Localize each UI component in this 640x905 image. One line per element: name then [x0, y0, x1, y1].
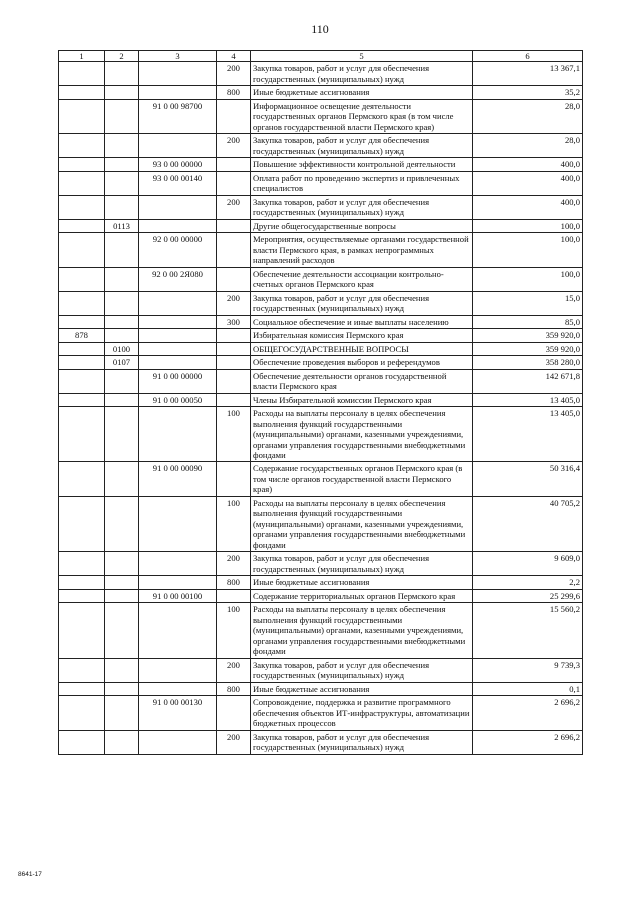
- admin-code-cell: 878: [59, 329, 105, 342]
- target-article-cell: [139, 603, 217, 658]
- expense-type-cell: [217, 233, 251, 267]
- column-header: 4: [217, 51, 251, 62]
- name-cell: Обеспечение деятельности ассоциации контрольно-счетных органов Пермского края: [251, 267, 473, 291]
- table-row: [59, 658, 583, 682]
- target-article-cell: [139, 329, 217, 342]
- admin-code-cell: [59, 603, 105, 658]
- admin-code-cell: [59, 407, 105, 462]
- name-cell: ОБЩЕГОСУДАРСТВЕННЫЕ ВОПРОСЫ: [251, 342, 473, 355]
- target-article-cell: [139, 658, 217, 682]
- admin-code-cell: [59, 134, 105, 158]
- section-code-cell: 0107: [105, 356, 139, 369]
- target-article-cell: 91 0 00 00090: [139, 462, 217, 496]
- admin-code-cell: [59, 369, 105, 393]
- expense-type-cell: 200: [217, 730, 251, 754]
- section-code-cell: [105, 552, 139, 576]
- target-article-cell: 91 0 00 00130: [139, 696, 217, 730]
- section-code-cell: [105, 158, 139, 171]
- amount-cell: 400,0: [473, 195, 583, 219]
- table-row: [59, 291, 583, 315]
- table-row: [59, 158, 583, 171]
- table-row: [59, 407, 583, 462]
- target-article-cell: [139, 291, 217, 315]
- table-row: [59, 134, 583, 158]
- budget-table: [58, 50, 583, 755]
- table-row: [59, 315, 583, 328]
- section-code-cell: [105, 171, 139, 195]
- table-row: [59, 589, 583, 602]
- name-cell: Содержание территориальных органов Пермского края: [251, 589, 473, 602]
- admin-code-cell: [59, 315, 105, 328]
- amount-cell: 50 316,4: [473, 462, 583, 496]
- admin-code-cell: [59, 219, 105, 232]
- name-cell: Обеспечение проведения выборов и референдумов: [251, 356, 473, 369]
- table-row: [59, 603, 583, 658]
- table-row: [59, 171, 583, 195]
- admin-code-cell: [59, 696, 105, 730]
- expense-type-cell: 100: [217, 496, 251, 551]
- expense-type-cell: [217, 99, 251, 133]
- admin-code-cell: [59, 576, 105, 589]
- expense-type-cell: 200: [217, 658, 251, 682]
- column-header: 6: [473, 51, 583, 62]
- table-row: [59, 369, 583, 393]
- section-code-cell: [105, 496, 139, 551]
- expense-type-cell: 100: [217, 407, 251, 462]
- expense-type-cell: 800: [217, 682, 251, 695]
- name-cell: Информационное освещение деятельности государственных органов Пермского края (в том числе органов государственной власти Пермского края): [251, 99, 473, 133]
- amount-cell: 35,2: [473, 86, 583, 99]
- expense-type-cell: 200: [217, 62, 251, 86]
- section-code-cell: [105, 576, 139, 589]
- name-cell: Сопровождение, поддержка и развитие программного обеспечения объектов ИТ-инфраструктуры, автоматизации бюджетных процессов: [251, 696, 473, 730]
- document-code: 8641-17: [18, 871, 42, 878]
- target-article-cell: [139, 219, 217, 232]
- table-row: [59, 462, 583, 496]
- target-article-cell: 91 0 00 98700: [139, 99, 217, 133]
- admin-code-cell: [59, 342, 105, 355]
- expense-type-cell: 100: [217, 603, 251, 658]
- name-cell: Расходы на выплаты персоналу в целях обеспечения выполнения функций государственными (муниципальными) органами, казенными учреждениями, органами управления государственными внебюджетными фондами: [251, 407, 473, 462]
- amount-cell: 2 696,2: [473, 730, 583, 754]
- name-cell: Мероприятия, осуществляемые органами государственной власти Пермского края, в рамках непрограммных направлений расходов: [251, 233, 473, 267]
- page-number: 110: [311, 22, 329, 36]
- expense-type-cell: [217, 589, 251, 602]
- target-article-cell: [139, 576, 217, 589]
- column-header: 5: [251, 51, 473, 62]
- section-code-cell: [105, 62, 139, 86]
- name-cell: Члены Избирательной комиссии Пермского края: [251, 393, 473, 406]
- name-cell: Закупка товаров, работ и услуг для обеспечения государственных (муниципальных) нужд: [251, 552, 473, 576]
- table-row: [59, 356, 583, 369]
- section-code-cell: [105, 682, 139, 695]
- target-article-cell: 91 0 00 00100: [139, 589, 217, 602]
- amount-cell: 400,0: [473, 171, 583, 195]
- admin-code-cell: [59, 552, 105, 576]
- table-row: [59, 393, 583, 406]
- name-cell: Закупка товаров, работ и услуг для обеспечения государственных (муниципальных) нужд: [251, 195, 473, 219]
- target-article-cell: [139, 62, 217, 86]
- column-header: 1: [59, 51, 105, 62]
- amount-cell: 100,0: [473, 233, 583, 267]
- amount-cell: 9 739,3: [473, 658, 583, 682]
- table-row: [59, 496, 583, 551]
- admin-code-cell: [59, 730, 105, 754]
- name-cell: Расходы на выплаты персоналу в целях обеспечения выполнения функций государственными (муниципальными) органами, казенными учреждениями, органами управления государственными внебюджетными фондами: [251, 603, 473, 658]
- amount-cell: 358 280,0: [473, 356, 583, 369]
- target-article-cell: 91 0 00 00050: [139, 393, 217, 406]
- admin-code-cell: [59, 171, 105, 195]
- expense-type-cell: 800: [217, 86, 251, 99]
- amount-cell: 13 405,0: [473, 393, 583, 406]
- table-row: [59, 62, 583, 86]
- section-code-cell: [105, 730, 139, 754]
- table-row: [59, 267, 583, 291]
- expense-type-cell: [217, 462, 251, 496]
- name-cell: Обеспечение деятельности органов государственной власти Пермского края: [251, 369, 473, 393]
- expense-type-cell: [217, 369, 251, 393]
- section-code-cell: [105, 603, 139, 658]
- section-code-cell: [105, 407, 139, 462]
- table-row: [59, 342, 583, 355]
- target-article-cell: [139, 552, 217, 576]
- table-row: [59, 730, 583, 754]
- expense-type-cell: 200: [217, 291, 251, 315]
- table-row: [59, 552, 583, 576]
- section-code-cell: [105, 195, 139, 219]
- section-code-cell: [105, 86, 139, 99]
- section-code-cell: [105, 315, 139, 328]
- expense-type-cell: [217, 219, 251, 232]
- expense-type-cell: [217, 158, 251, 171]
- admin-code-cell: [59, 589, 105, 602]
- name-cell: Закупка товаров, работ и услуг для обеспечения государственных (муниципальных) нужд: [251, 134, 473, 158]
- name-cell: Закупка товаров, работ и услуг для обеспечения государственных (муниципальных) нужд: [251, 730, 473, 754]
- amount-cell: 359 920,0: [473, 342, 583, 355]
- name-cell: Иные бюджетные ассигнования: [251, 86, 473, 99]
- admin-code-cell: [59, 233, 105, 267]
- amount-cell: 9 609,0: [473, 552, 583, 576]
- admin-code-cell: [59, 393, 105, 406]
- target-article-cell: [139, 315, 217, 328]
- name-cell: Повышение эффективности контрольной деятельности: [251, 158, 473, 171]
- admin-code-cell: [59, 658, 105, 682]
- expense-type-cell: [217, 267, 251, 291]
- section-code-cell: [105, 462, 139, 496]
- table-row: [59, 696, 583, 730]
- table-body: [59, 62, 583, 754]
- name-cell: Расходы на выплаты персоналу в целях обеспечения выполнения функций государственными (муниципальными) органами, казенными учреждениями, органами управления государственными внебюджетными фондами: [251, 496, 473, 551]
- column-header: 3: [139, 51, 217, 62]
- amount-cell: 100,0: [473, 267, 583, 291]
- column-header: 2: [105, 51, 139, 62]
- amount-cell: 0,1: [473, 682, 583, 695]
- admin-code-cell: [59, 291, 105, 315]
- name-cell: Избирательная комиссия Пермского края: [251, 329, 473, 342]
- expense-type-cell: [217, 342, 251, 355]
- name-cell: Социальное обеспечение и иные выплаты населению: [251, 315, 473, 328]
- admin-code-cell: [59, 267, 105, 291]
- expense-type-cell: 200: [217, 552, 251, 576]
- name-cell: Оплата работ по проведению экспертиз и привлеченных специалистов: [251, 171, 473, 195]
- amount-cell: 400,0: [473, 158, 583, 171]
- amount-cell: 359 920,0: [473, 329, 583, 342]
- expense-type-cell: [217, 329, 251, 342]
- header-row: [59, 51, 583, 62]
- section-code-cell: [105, 696, 139, 730]
- target-article-cell: 92 0 00 2Я080: [139, 267, 217, 291]
- section-code-cell: [105, 99, 139, 133]
- target-article-cell: [139, 342, 217, 355]
- table-row: [59, 576, 583, 589]
- section-code-cell: 0113: [105, 219, 139, 232]
- section-code-cell: [105, 393, 139, 406]
- table-row: [59, 195, 583, 219]
- table-row: [59, 233, 583, 267]
- name-cell: Иные бюджетные ассигнования: [251, 682, 473, 695]
- name-cell: Закупка товаров, работ и услуг для обеспечения государственных (муниципальных) нужд: [251, 658, 473, 682]
- target-article-cell: 91 0 00 00000: [139, 369, 217, 393]
- name-cell: Содержание государственных органов Пермского края (в том числе органов государственной власти Пермского края): [251, 462, 473, 496]
- amount-cell: 85,0: [473, 315, 583, 328]
- section-code-cell: [105, 658, 139, 682]
- amount-cell: 15 560,2: [473, 603, 583, 658]
- section-code-cell: [105, 329, 139, 342]
- admin-code-cell: [59, 682, 105, 695]
- amount-cell: 100,0: [473, 219, 583, 232]
- table-row: [59, 219, 583, 232]
- section-code-cell: [105, 267, 139, 291]
- admin-code-cell: [59, 99, 105, 133]
- section-code-cell: [105, 134, 139, 158]
- admin-code-cell: [59, 356, 105, 369]
- name-cell: Закупка товаров, работ и услуг для обеспечения государственных (муниципальных) нужд: [251, 291, 473, 315]
- target-article-cell: [139, 682, 217, 695]
- amount-cell: 142 671,8: [473, 369, 583, 393]
- expense-type-cell: 800: [217, 576, 251, 589]
- table-row: [59, 99, 583, 133]
- expense-type-cell: [217, 171, 251, 195]
- admin-code-cell: [59, 496, 105, 551]
- admin-code-cell: [59, 195, 105, 219]
- amount-cell: 2 696,2: [473, 696, 583, 730]
- admin-code-cell: [59, 462, 105, 496]
- name-cell: Иные бюджетные ассигнования: [251, 576, 473, 589]
- expense-type-cell: [217, 356, 251, 369]
- admin-code-cell: [59, 158, 105, 171]
- admin-code-cell: [59, 62, 105, 86]
- target-article-cell: [139, 86, 217, 99]
- table-row: [59, 682, 583, 695]
- target-article-cell: 92 0 00 00000: [139, 233, 217, 267]
- expense-type-cell: 300: [217, 315, 251, 328]
- amount-cell: 40 705,2: [473, 496, 583, 551]
- target-article-cell: [139, 195, 217, 219]
- target-article-cell: 93 0 00 00000: [139, 158, 217, 171]
- section-code-cell: 0100: [105, 342, 139, 355]
- amount-cell: 28,0: [473, 99, 583, 133]
- table-row: [59, 86, 583, 99]
- name-cell: Другие общегосударственные вопросы: [251, 219, 473, 232]
- target-article-cell: [139, 496, 217, 551]
- target-article-cell: 93 0 00 00140: [139, 171, 217, 195]
- amount-cell: 28,0: [473, 134, 583, 158]
- amount-cell: 13 367,1: [473, 62, 583, 86]
- section-code-cell: [105, 233, 139, 267]
- name-cell: Закупка товаров, работ и услуг для обеспечения государственных (муниципальных) нужд: [251, 62, 473, 86]
- expense-type-cell: [217, 696, 251, 730]
- expense-type-cell: 200: [217, 134, 251, 158]
- target-article-cell: [139, 730, 217, 754]
- amount-cell: 2,2: [473, 576, 583, 589]
- target-article-cell: [139, 134, 217, 158]
- target-article-cell: [139, 356, 217, 369]
- expense-type-cell: 200: [217, 195, 251, 219]
- admin-code-cell: [59, 86, 105, 99]
- amount-cell: 15,0: [473, 291, 583, 315]
- amount-cell: 13 405,0: [473, 407, 583, 462]
- section-code-cell: [105, 369, 139, 393]
- target-article-cell: [139, 407, 217, 462]
- expense-type-cell: [217, 393, 251, 406]
- amount-cell: 25 299,6: [473, 589, 583, 602]
- section-code-cell: [105, 291, 139, 315]
- section-code-cell: [105, 589, 139, 602]
- table-row: [59, 329, 583, 342]
